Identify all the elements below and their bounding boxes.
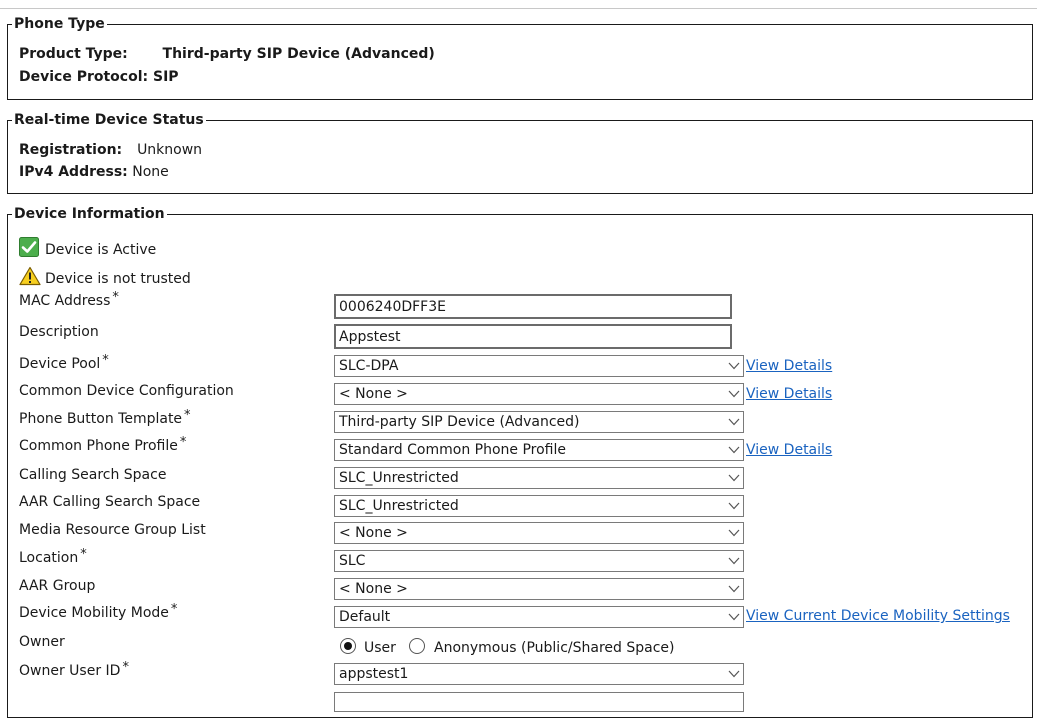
phone-button-template-label [19, 408, 191, 427]
common-phone-profile-label [19, 435, 187, 454]
device-mobility-mode-label [19, 602, 178, 621]
location-label [19, 547, 87, 566]
ipv4-value: None [132, 164, 169, 180]
device-protocol-value: SIP [153, 69, 179, 85]
warning-icon [19, 266, 39, 286]
owner-anonymous-radio[interactable] [409, 638, 425, 654]
description-input[interactable] [334, 324, 732, 349]
checkmark-icon [19, 237, 39, 257]
calling-search-space-label: Calling Search Space [19, 467, 167, 483]
mac-address-label [19, 290, 119, 309]
chevron-down-icon [728, 585, 740, 593]
chevron-down-icon [728, 474, 740, 482]
aar-group-label: AAR Group [19, 578, 96, 594]
device-pool-label-text: Device Pool [19, 356, 101, 372]
owner-user-id-value: appstest1 [339, 666, 409, 682]
ipv4-label: IPv4 Address: [19, 164, 128, 180]
chevron-down-icon [728, 670, 740, 678]
mac-address-label-text: MAC Address [19, 293, 111, 309]
required-mark: * [170, 602, 178, 617]
required-mark: * [102, 353, 109, 368]
device-mobility-mode-select[interactable] [334, 606, 744, 628]
registration-label: Registration: [19, 142, 123, 158]
owner-user-id-label-text: Owner User ID [19, 663, 121, 679]
common-device-config-view-details-link[interactable]: View Details [746, 386, 833, 402]
required-mark: * [184, 408, 191, 423]
common-device-config-label: Common Device Configuration [19, 383, 234, 399]
product-type-label: Product Type: [19, 46, 128, 62]
chevron-down-icon [728, 502, 740, 510]
common-phone-profile-view-details-link[interactable]: View Details [746, 442, 833, 458]
aar-group-select[interactable] [334, 578, 744, 600]
chevron-down-icon [728, 418, 740, 426]
chevron-down-icon [728, 390, 740, 398]
required-mark: * [80, 547, 87, 562]
device-status-legend: Real-time Device Status [14, 112, 204, 128]
required-mark: * [122, 660, 129, 675]
media-resource-group-list-value: < None > [339, 525, 408, 541]
chevron-down-icon [728, 446, 740, 454]
description-label: Description [19, 324, 99, 340]
phone-button-template-value: Third-party SIP Device (Advanced) [339, 414, 580, 430]
common-phone-profile-value: Standard Common Phone Profile [339, 442, 566, 458]
aar-calling-search-space-value: SLC_Unrestricted [339, 498, 459, 514]
chevron-down-icon [728, 557, 740, 565]
common-phone-profile-label-text: Common Phone Profile [19, 438, 178, 454]
location-select[interactable] [334, 550, 744, 572]
media-resource-group-list-select[interactable] [334, 522, 744, 544]
owner-anonymous-label: Anonymous (Public/Shared Space) [434, 640, 675, 656]
owner-user-id-select[interactable] [334, 663, 744, 685]
device-not-trusted-text: Device is not trusted [45, 271, 191, 287]
product-type-row [19, 46, 435, 62]
device-protocol-row [19, 69, 179, 85]
media-resource-group-list-label: Media Resource Group List [19, 522, 206, 538]
owner-user-label: User [364, 640, 396, 656]
registration-row [19, 142, 202, 158]
device-mobility-mode-label-text: Device Mobility Mode [19, 605, 169, 621]
device-info-legend: Device Information [14, 206, 165, 222]
device-pool-value: SLC-DPA [339, 358, 399, 374]
chevron-down-icon [728, 529, 740, 537]
location-label-text: Location [19, 550, 79, 566]
aar-group-value: < None > [339, 581, 408, 597]
device-mobility-mode-value: Default [339, 609, 391, 625]
aar-calling-search-space-select[interactable] [334, 495, 744, 517]
chevron-down-icon [728, 362, 740, 370]
owner-label: Owner [19, 634, 65, 650]
device-pool-view-details-link[interactable]: View Details [746, 358, 833, 374]
aar-calling-search-space-label: AAR Calling Search Space [19, 494, 201, 510]
phone-type-legend: Phone Type [14, 16, 105, 32]
ipv4-row [19, 164, 169, 180]
calling-search-space-select[interactable] [334, 467, 744, 489]
product-type-value: Third-party SIP Device (Advanced) [162, 46, 435, 62]
radio-selected-dot [344, 642, 352, 650]
chevron-down-icon [728, 613, 740, 621]
required-mark: * [179, 435, 187, 450]
owner-user-radio[interactable] [340, 638, 356, 654]
view-device-mobility-settings-link[interactable]: View Current Device Mobility Settings [746, 608, 1010, 624]
top-divider [0, 8, 1037, 9]
common-phone-profile-select[interactable] [334, 439, 744, 461]
common-device-config-select[interactable] [334, 383, 744, 405]
phone-button-template-label-text: Phone Button Template [19, 411, 183, 427]
registration-value: Unknown [137, 142, 203, 158]
owner-user-id-label [19, 660, 129, 679]
phone-button-template-select[interactable] [334, 411, 744, 433]
next-field-select-partial[interactable] [334, 692, 744, 712]
device-pool-label [19, 353, 109, 372]
device-active-text: Device is Active [45, 242, 157, 258]
common-device-config-value: < None > [339, 386, 408, 402]
mac-address-input[interactable] [334, 294, 732, 319]
location-value: SLC [339, 553, 366, 569]
device-protocol-label: Device Protocol: [19, 69, 149, 85]
calling-search-space-value: SLC_Unrestricted [339, 470, 459, 486]
required-mark: * [112, 290, 119, 305]
device-pool-select[interactable] [334, 355, 744, 377]
